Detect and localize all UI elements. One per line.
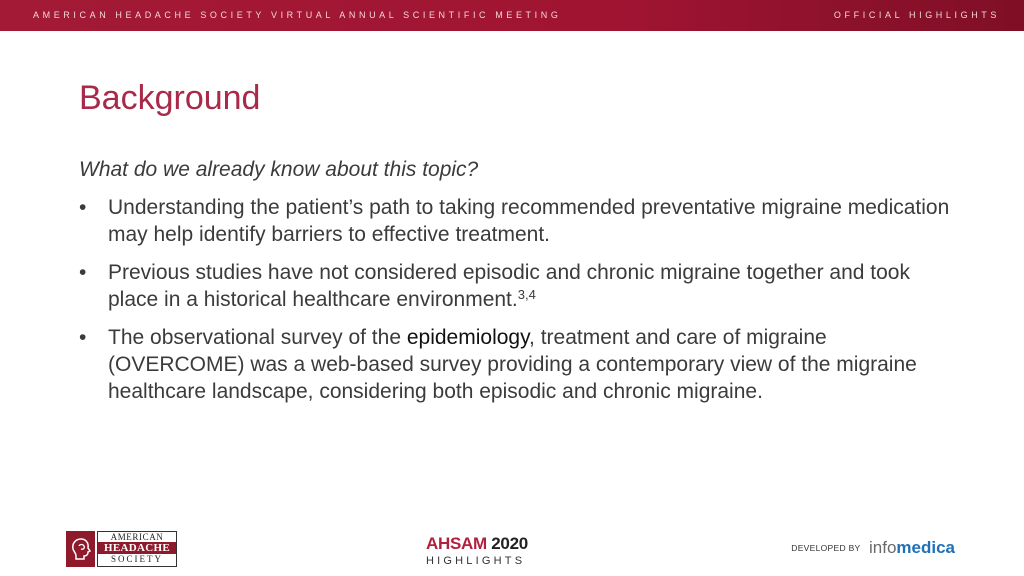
- bullet-item: [79, 259, 959, 313]
- ahsam-subtitle: HIGHLIGHTS: [426, 555, 526, 567]
- highlighted-term: epidemiology: [406, 326, 530, 349]
- ahsam-year: 2020: [491, 534, 528, 553]
- infomedica-logo: [869, 538, 955, 557]
- header-bar: [0, 0, 1024, 31]
- ahs-line-society: SOCIETY: [111, 554, 163, 564]
- bullet-text-post: , treatment and care of migraine (OVERCOME) was a web-based survey providing a contemporary view of the migraine healthcare landscape, considering both episodic and chronic migraine.: [108, 326, 917, 403]
- ahs-line-headache: HEADACHE: [98, 542, 176, 554]
- ahs-logo: [66, 531, 177, 567]
- bullet-list: [79, 194, 959, 405]
- bullet-text: Previous studies have not considered episodic and chronic migraine together and took place in a historical healthcare environment.: [108, 261, 910, 311]
- ahsam-name: AHSAM: [426, 534, 487, 553]
- slide-content: [79, 156, 959, 416]
- developer-credit: [791, 538, 955, 558]
- official-highlights-label: OFFICIAL HIGHLIGHTS: [833, 10, 1000, 20]
- ahsam-logo: [426, 535, 546, 568]
- ahs-line-american: AMERICAN: [110, 532, 164, 542]
- section-question: What do we already know about this topic?: [79, 158, 479, 181]
- slide-title: Background: [79, 79, 261, 117]
- bullet-dot: •: [79, 326, 87, 349]
- infomedica-info: info: [868, 538, 897, 557]
- head-emblem-icon: [66, 531, 95, 567]
- bullet-dot: •: [79, 196, 87, 219]
- developed-by-label: DEVELOPED BY: [791, 543, 861, 553]
- infomedica-medica: medica: [896, 538, 955, 557]
- bullet-dot: •: [79, 261, 87, 284]
- citation-superscript: 3,4: [517, 287, 536, 302]
- ahs-wordmark: [97, 531, 177, 567]
- meeting-name: AMERICAN HEADACHE SOCIETY VIRTUAL ANNUAL SCIENTIFIC MEETING: [33, 10, 562, 20]
- bullet-text-pre: The observational survey of the: [108, 326, 407, 349]
- bullet-text: Understanding the patient’s path to taking recommended preventative migraine medication may help identify barriers to effective treatment.: [108, 196, 950, 246]
- bullet-item: [79, 324, 959, 405]
- bullet-item: [79, 194, 959, 248]
